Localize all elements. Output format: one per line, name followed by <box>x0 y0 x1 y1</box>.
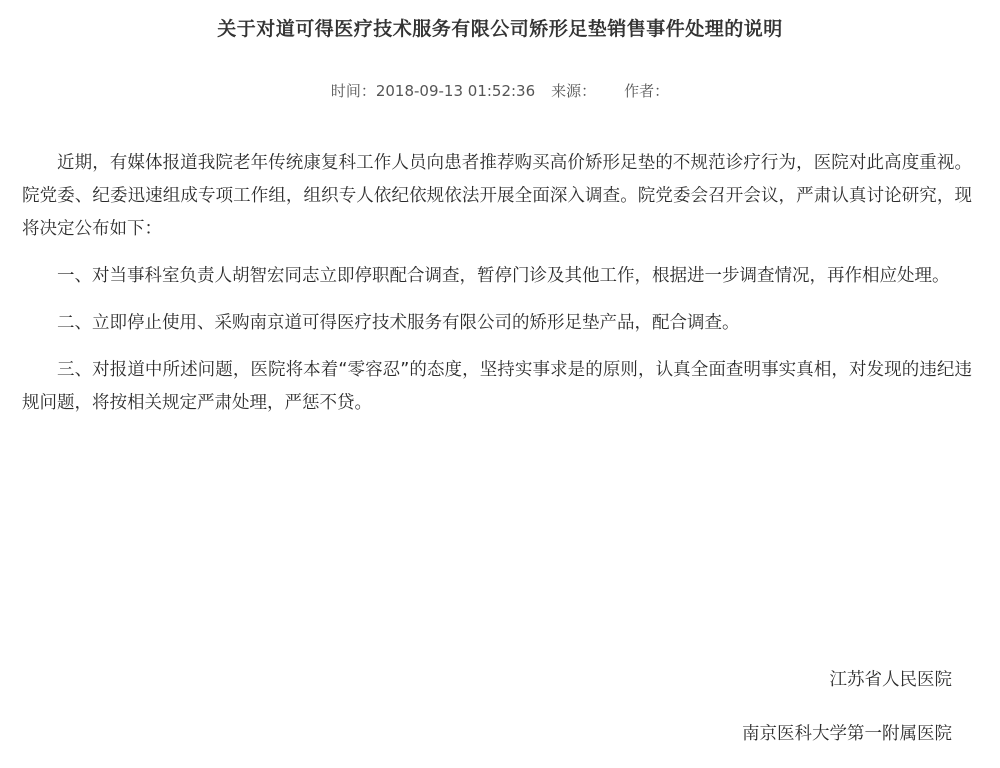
intro-paragraph: 近期，有媒体报道我院老年传统康复科工作人员向患者推荐购买高价矫形足垫的不规范诊疗行为，医院对此高度重视。院党委、纪委迅速组成专项工作组，组织专人依纪依规依法开展全面深入调查。院党委会召开会议，严肃认真讨论研究，现将决定公布如下： <box>22 153 972 239</box>
signature-hospital-2: 南京医科大学第一附属医院 <box>742 724 952 744</box>
signature-hospital-1: 江苏省人民医院 <box>829 670 952 690</box>
document-meta <box>0 80 1000 101</box>
decision-item-1: 一、对当事科室负责人胡智宏同志立即停职配合调查，暂停门诊及其他工作，根据进一步调查情况，再作相应处理。 <box>57 266 950 286</box>
decision-item-2: 二、立即停止使用、采购南京道可得医疗技术服务有限公司的矫形足垫产品，配合调查。 <box>57 313 740 333</box>
source-label: 来源： <box>551 82 597 100</box>
document-body <box>22 147 972 420</box>
time-value: 2018-09-13 01:52:36 <box>375 82 536 100</box>
author-label: 作者： <box>624 82 670 100</box>
time-label: 时间： <box>330 82 376 100</box>
document-title: 关于对道可得医疗技术服务有限公司矫形足垫销售事件处理的说明 <box>217 18 783 40</box>
decision-item-3: 三、对报道中所述问题，医院将本着“零容忍”的态度，坚持实事求是的原则，认真全面查明事实真相，对发现的违纪违规问题，将按相关规定严肃处理，严惩不贷。 <box>22 360 972 413</box>
